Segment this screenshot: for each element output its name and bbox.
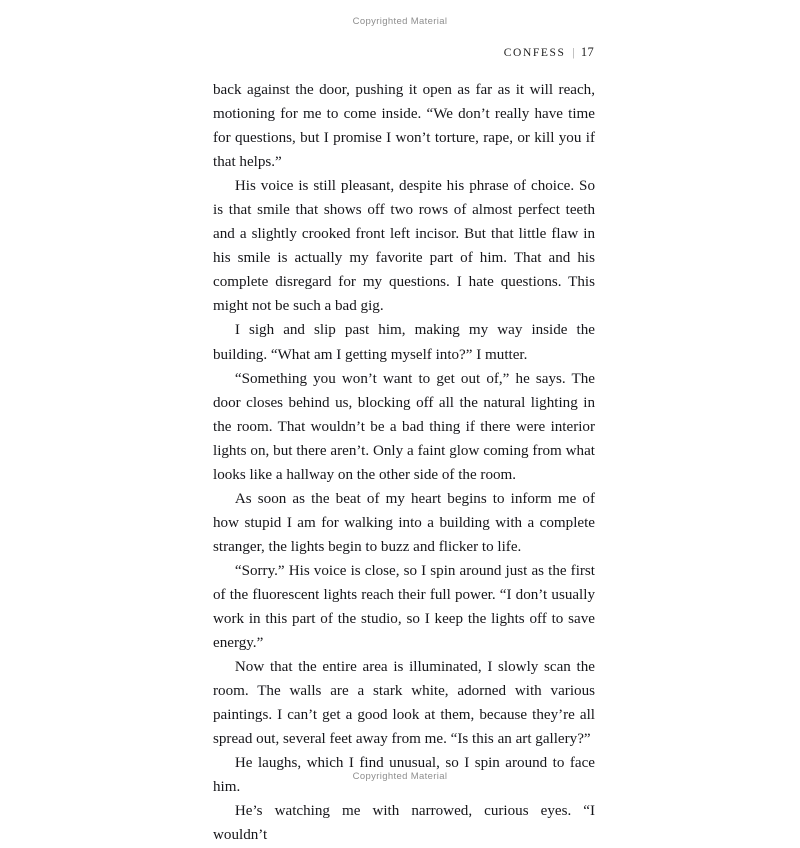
body-paragraph: I sigh and slip past him, making my way inside the building. “What am I getting myself into?” I mutter.	[213, 322, 595, 363]
body-paragraph: He laughs, which I find unusual, so I spin around to face him.	[213, 755, 595, 796]
running-head	[213, 45, 594, 60]
running-head-book-title: CONFESS	[503, 47, 566, 59]
body-paragraph: “Sorry.” His voice is close, so I spin around just as the first of the fluorescent lights reach their full power. “I don’t usually work in this part of the studio, so I keep the lights off to save energy.”	[213, 562, 595, 652]
page-number: 17	[580, 45, 594, 59]
body-paragraph: back against the door, pushing it open as far as it will reach, motioning for me to come inside. “We don’t really have time for questions, but I promise I won’t torture, rape, or kill you if that helps.”	[213, 82, 595, 171]
body-paragraph: He’s watching me with narrowed, curious eyes. “I wouldn’t	[213, 803, 595, 844]
copyright-watermark-top: Copyrighted Material	[352, 16, 448, 27]
body-paragraph: His voice is still pleasant, despite his phrase of choice. So is that smile that shows off two rows of almost perfect teeth and a slightly crooked front left incisor. But that little flaw in his smile is actually my favorite part of him. That and his complete disregard for my questions. I hate questions. This might not be such a bad gig.	[213, 178, 595, 315]
body-text	[213, 78, 595, 848]
body-paragraph: Now that the entire area is illuminated, I slowly scan the room. The walls are a stark white, adorned with various paintings. I can’t get a good look at them, because they’re all spread out, several feet away from me. “Is this an art gallery?”	[213, 659, 595, 748]
running-head-separator: |	[572, 44, 575, 59]
body-paragraph: As soon as the beat of my heart begins to inform me of how stupid I am for walking into a building with a complete stranger, the lights begin to buzz and flicker to life.	[213, 490, 595, 555]
body-paragraph: “Something you won’t want to get out of,” he says. The door closes behind us, blocking off all the natural lighting in the room. That wouldn’t be a bad thing if there were interior lights on, but there aren’t. Only a faint glow coming from what looks like a hallway on the other side of the room.	[213, 370, 595, 483]
copyright-watermark-bottom: Copyrighted Material	[352, 771, 448, 782]
